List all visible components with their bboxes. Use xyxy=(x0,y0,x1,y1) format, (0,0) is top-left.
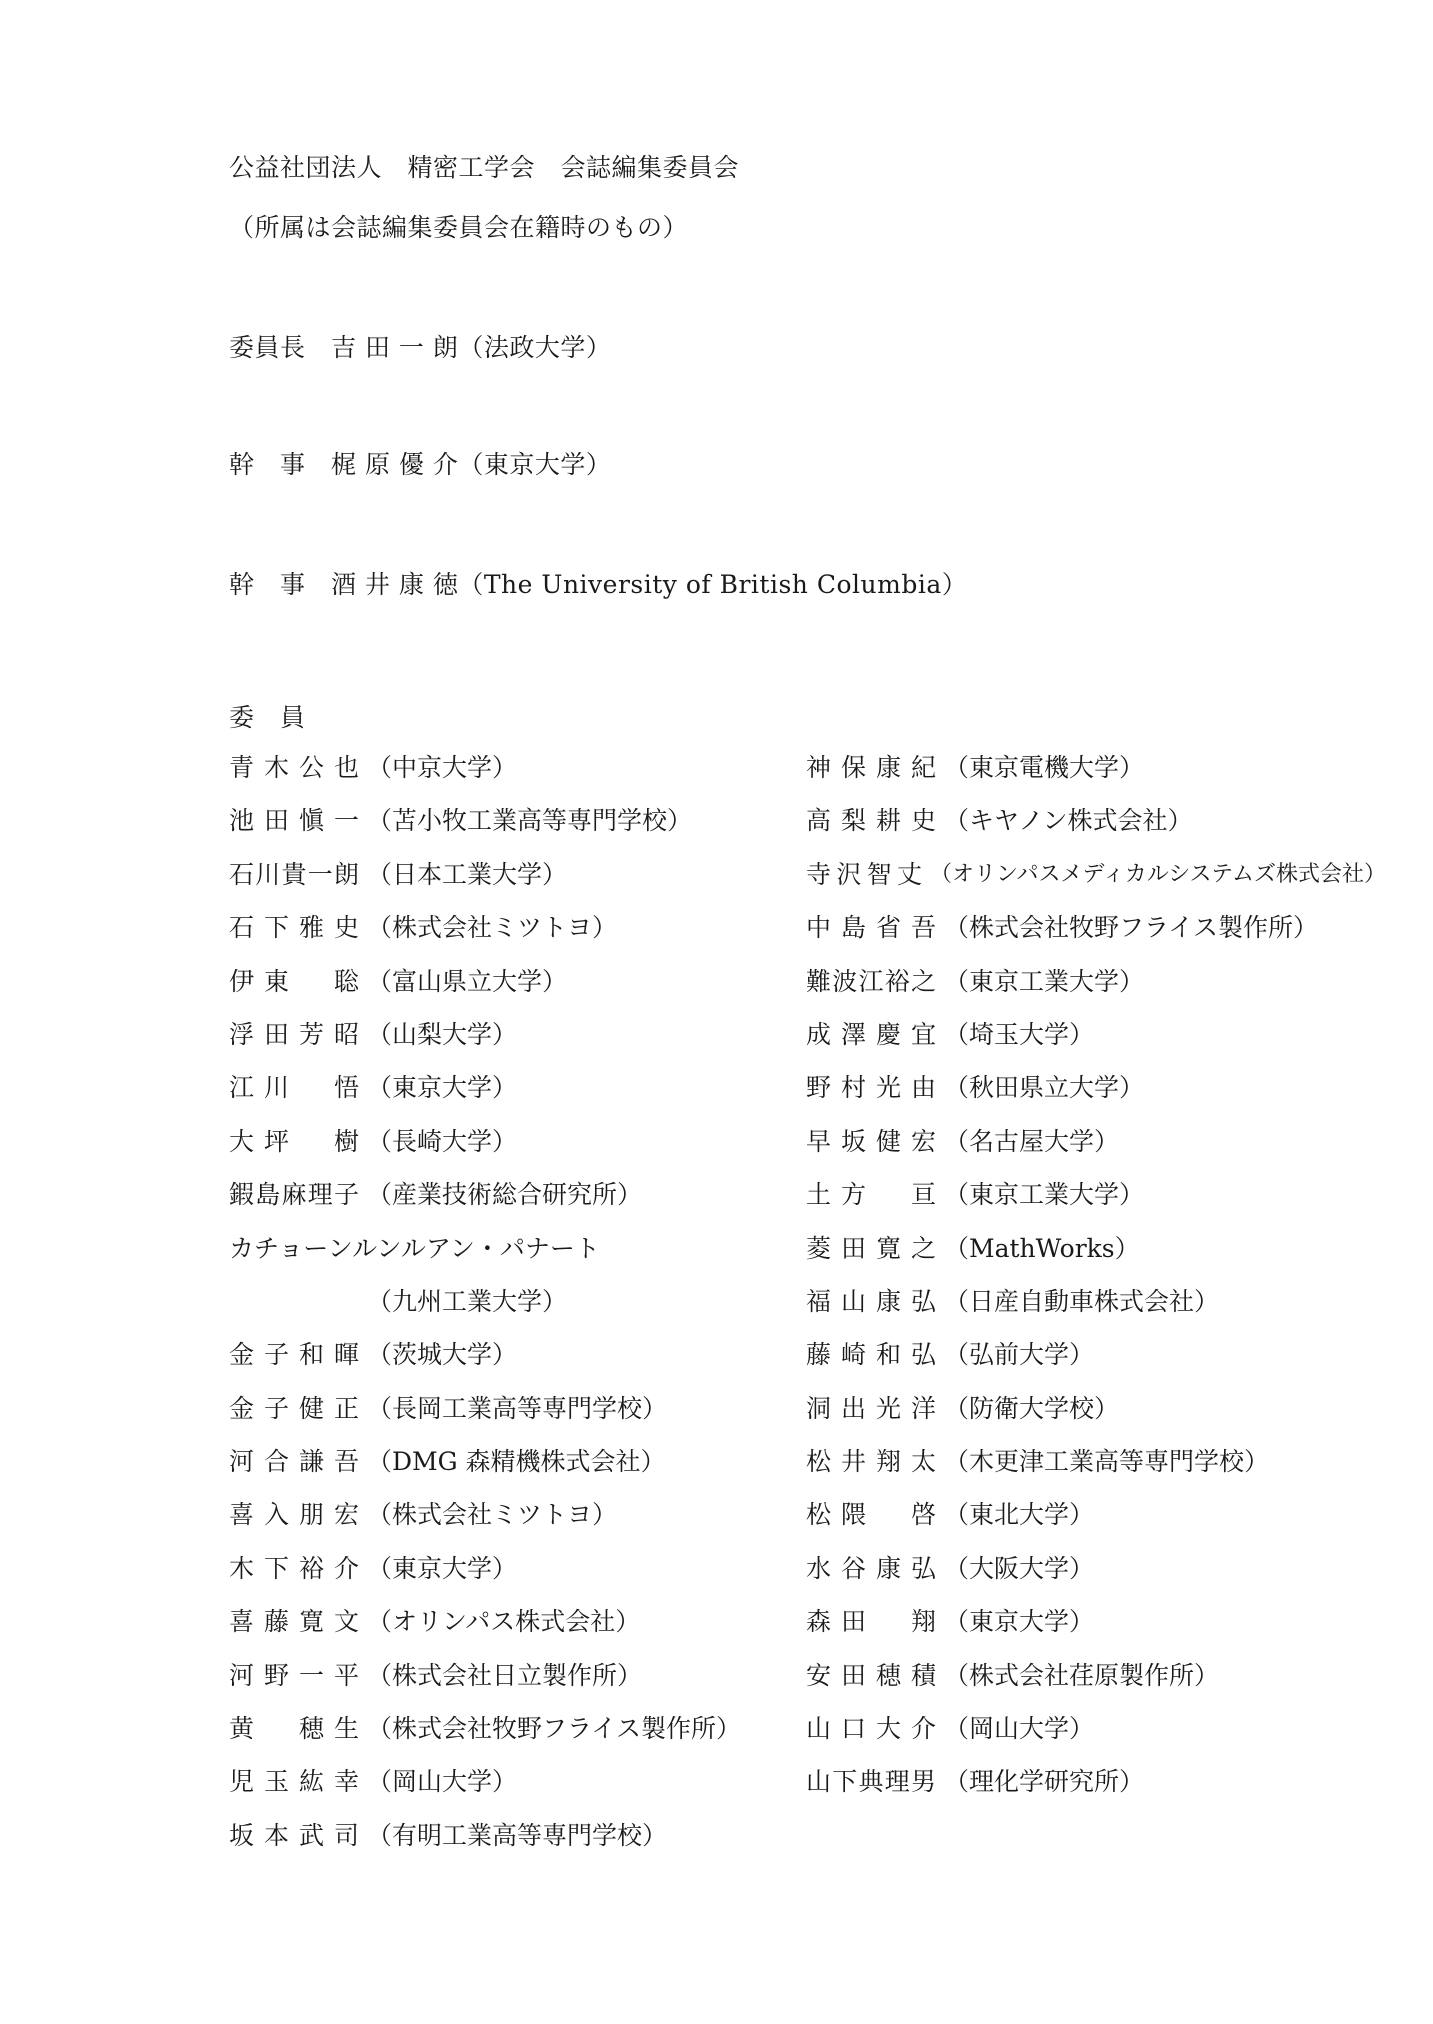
member-row xyxy=(806,1233,1386,1286)
member-name: 石下雅史 xyxy=(229,913,359,943)
member-affiliation: （名古屋大学） xyxy=(944,1126,1120,1156)
member-affiliation: （中京大学） xyxy=(367,753,518,782)
member-name: 大坪 樹 xyxy=(229,1126,359,1156)
member-name: 坂本武司 xyxy=(229,1820,359,1850)
member-name: 山下典理男 xyxy=(806,1767,936,1797)
member-affiliation: （株式会社日立製作所） xyxy=(367,1660,643,1690)
member-affiliation: （東京工業大学） xyxy=(944,966,1145,996)
member-name: 喜藤寛文 xyxy=(229,1607,359,1637)
member-row xyxy=(229,752,809,805)
member-name: 洞出光洋 xyxy=(806,1393,936,1423)
member-name: 松井翔太 xyxy=(806,1447,936,1477)
member-affiliation: （東京大学） xyxy=(367,1553,518,1583)
member-row xyxy=(806,1606,1386,1659)
member-affiliation: （理化学研究所） xyxy=(944,1767,1145,1797)
member-row xyxy=(229,1446,809,1499)
members-left-column xyxy=(229,752,809,1873)
member-affiliation: （日本工業大学） xyxy=(367,859,568,889)
affiliation-note: （所属は会誌編集委員会在籍時のもの） xyxy=(229,213,689,242)
officer-name: 梶 原 優 介 xyxy=(331,450,459,479)
member-name: 江川 悟 xyxy=(229,1073,359,1103)
member-affiliation: （岡山大学） xyxy=(944,1714,1095,1744)
member-row xyxy=(229,1019,809,1072)
officer-role: 幹 事 xyxy=(229,450,332,479)
member-affiliation: （長崎大学） xyxy=(367,1126,518,1156)
officer-name: 吉 田 一 朗 xyxy=(331,333,459,362)
officer-secretary-2 xyxy=(229,569,967,601)
member-affiliation: （東京工業大学） xyxy=(944,1180,1145,1210)
member-name: 池田愼一 xyxy=(229,806,359,836)
member-name: 野村光由 xyxy=(806,1073,936,1103)
member-name: 高梨耕史 xyxy=(806,806,936,836)
members-heading: 委 員 xyxy=(229,703,306,732)
member-affiliation: （東北大学） xyxy=(944,1500,1095,1530)
member-name: 金子健正 xyxy=(229,1393,359,1423)
member-row xyxy=(229,1233,809,1286)
member-affiliation: （株式会社ミツトヨ） xyxy=(367,1500,618,1530)
member-affiliation: （株式会社牧野フライス製作所） xyxy=(944,913,1319,943)
member-row xyxy=(806,912,1386,965)
member-name: 土方 亘 xyxy=(806,1180,936,1210)
member-affiliation: （産業技術総合研究所） xyxy=(367,1180,643,1210)
member-name: 福山康弘 xyxy=(806,1286,936,1316)
member-row xyxy=(806,1766,1386,1819)
member-name: 中島省吾 xyxy=(806,913,936,943)
member-row xyxy=(806,805,1386,858)
officer-secretary-1 xyxy=(229,449,611,481)
member-name: 金子和暉 xyxy=(229,1340,359,1370)
member-row xyxy=(229,1179,809,1232)
member-affiliation: （秋田県立大学） xyxy=(944,1073,1145,1103)
member-affiliation: （茨城大学） xyxy=(367,1340,518,1370)
member-row xyxy=(229,1553,809,1606)
member-name: 安田穂積 xyxy=(806,1660,936,1690)
member-name: 伊東 聡 xyxy=(229,966,359,996)
member-row xyxy=(229,1713,809,1766)
member-row xyxy=(229,912,809,965)
member-affiliation: （株式会社ミツトヨ） xyxy=(367,913,618,943)
member-affiliation: （苫小牧工業高等専門学校） xyxy=(367,806,693,836)
member-affiliation: （山梨大学） xyxy=(367,1019,518,1049)
member-affiliation: （東京大学） xyxy=(367,1073,518,1103)
member-row xyxy=(229,1339,809,1392)
member-name: 森田 翔 xyxy=(806,1607,936,1637)
member-row xyxy=(229,859,809,912)
member-row xyxy=(229,1126,809,1179)
member-row xyxy=(806,1553,1386,1606)
member-row xyxy=(806,1019,1386,1072)
member-name: 早坂健宏 xyxy=(806,1126,936,1156)
member-row xyxy=(229,1606,809,1659)
member-row xyxy=(806,1393,1386,1446)
member-name: 水谷康弘 xyxy=(806,1553,936,1583)
officer-chair xyxy=(229,332,611,364)
member-affiliation: （長岡工業高等専門学校） xyxy=(367,1393,668,1423)
member-name: 石川貴一朗 xyxy=(229,859,359,889)
officer-role: 委員長 xyxy=(229,333,332,362)
member-name: 黄 穂生 xyxy=(229,1714,359,1744)
member-row xyxy=(806,1179,1386,1232)
member-name: 山口大介 xyxy=(806,1714,936,1744)
member-name: 鍜島麻理子 xyxy=(229,1180,359,1210)
member-name: 寺沢智丈 xyxy=(806,859,923,889)
member-row xyxy=(229,805,809,858)
officer-affiliation: （The University of British Columbia） xyxy=(458,570,968,599)
member-affiliation: （キヤノン株式会社） xyxy=(944,806,1193,836)
member-row xyxy=(806,1660,1386,1713)
member-name: 河野一平 xyxy=(229,1660,359,1690)
member-name: 藤崎和弘 xyxy=(806,1340,936,1370)
member-name: 喜入朋宏 xyxy=(229,1500,359,1530)
member-row xyxy=(806,1126,1386,1179)
member-name: 青木公也 xyxy=(229,753,359,782)
member-name: 河合謙吾 xyxy=(229,1447,359,1477)
member-affiliation: （オリンパスメディカルシステムズ株式会社） xyxy=(930,861,1386,887)
member-name: カチョーンルンルアン・パナート xyxy=(229,1233,600,1263)
officer-role: 幹 事 xyxy=(229,570,332,599)
officer-affiliation: （東京大学） xyxy=(458,450,612,479)
member-row xyxy=(229,966,809,1019)
officer-affiliation: （法政大学） xyxy=(458,333,612,362)
member-name: 浮田芳昭 xyxy=(229,1019,359,1049)
member-affiliation: （株式会社牧野フライス製作所） xyxy=(367,1714,742,1744)
member-affiliation: （埼玉大学） xyxy=(944,1019,1095,1049)
member-affiliation: （弘前大学） xyxy=(944,1340,1095,1370)
member-name: 難波江裕之 xyxy=(806,966,936,996)
member-row-continuation xyxy=(229,1286,809,1339)
member-row xyxy=(229,1820,809,1873)
member-row xyxy=(229,1393,809,1446)
members-right-column xyxy=(806,752,1386,1820)
member-affiliation: （防衛大学校） xyxy=(944,1393,1120,1423)
member-row xyxy=(229,1660,809,1713)
member-affiliation: （東京電機大学） xyxy=(944,753,1145,782)
member-affiliation: （オリンパス株式会社） xyxy=(367,1607,641,1637)
member-row xyxy=(229,1766,809,1819)
member-row xyxy=(806,966,1386,1019)
member-row xyxy=(806,1446,1386,1499)
member-name: 成澤慶宜 xyxy=(806,1019,936,1049)
member-row xyxy=(806,1499,1386,1552)
member-name: 松隈 啓 xyxy=(806,1500,936,1530)
member-affiliation: （九州工業大学） xyxy=(367,1286,568,1316)
member-affiliation: （MathWorks） xyxy=(944,1233,1140,1263)
member-row xyxy=(229,1499,809,1552)
member-affiliation: （株式会社荏原製作所） xyxy=(944,1660,1220,1690)
member-row xyxy=(229,1072,809,1125)
member-affiliation: （日産自動車株式会社） xyxy=(944,1286,1220,1316)
member-row xyxy=(806,1339,1386,1392)
member-affiliation: （大阪大学） xyxy=(944,1553,1095,1583)
officer-name: 酒 井 康 徳 xyxy=(331,570,459,599)
organization-title: 公益社団法人 精密工学会 会誌編集委員会 xyxy=(229,153,740,182)
member-name: 木下裕介 xyxy=(229,1553,359,1583)
member-affiliation: （岡山大学） xyxy=(367,1767,518,1797)
member-row xyxy=(806,1286,1386,1339)
member-name: 神保康紀 xyxy=(806,753,936,782)
member-affiliation: （有明工業高等専門学校） xyxy=(367,1820,668,1850)
member-affiliation: （DMG 森精機株式会社） xyxy=(367,1447,666,1477)
member-row xyxy=(806,859,1386,912)
member-affiliation: （富山県立大学） xyxy=(367,966,568,996)
member-affiliation: （木更津工業高等専門学校） xyxy=(944,1447,1270,1477)
member-row xyxy=(806,1072,1386,1125)
member-row xyxy=(806,1713,1386,1766)
member-affiliation: （東京大学） xyxy=(944,1607,1095,1637)
member-name: 菱田寛之 xyxy=(806,1233,936,1263)
member-row xyxy=(806,752,1386,805)
member-name: 児玉紘幸 xyxy=(229,1767,359,1797)
